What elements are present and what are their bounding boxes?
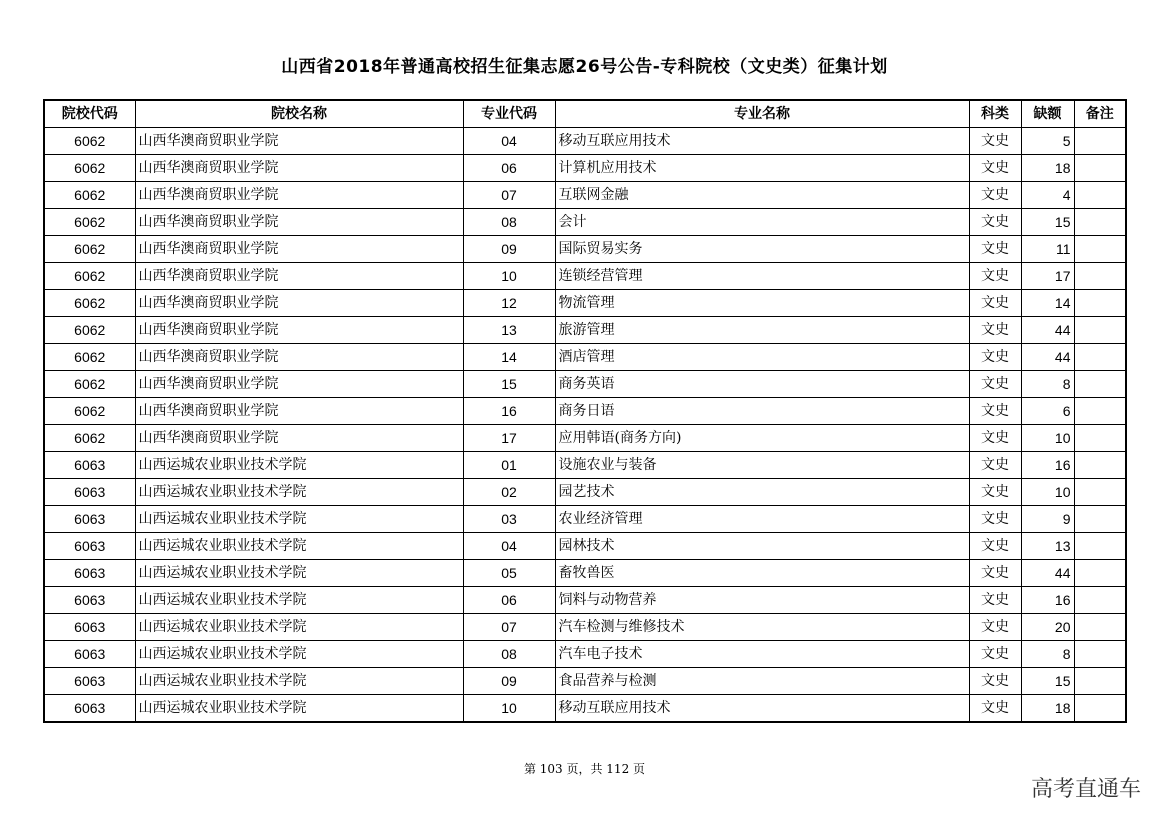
cell-major-code: 17 (463, 425, 555, 452)
cell-category: 文史 (969, 398, 1021, 425)
cell-major-code: 10 (463, 695, 555, 723)
cell-school-name: 山西运城农业职业技术学院 (135, 614, 463, 641)
table-row (44, 479, 1126, 506)
cell-school-name: 山西运城农业职业技术学院 (135, 452, 463, 479)
table-header-row (44, 100, 1126, 128)
cell-vacancies: 44 (1021, 560, 1074, 587)
cell-major-code: 04 (463, 128, 555, 155)
cell-category: 文史 (969, 263, 1021, 290)
table-row (44, 317, 1126, 344)
cell-school-code: 6063 (44, 560, 135, 587)
table-row (44, 371, 1126, 398)
cell-major-name: 移动互联应用技术 (555, 128, 969, 155)
cell-category: 文史 (969, 344, 1021, 371)
cell-notes (1074, 479, 1126, 506)
table-row (44, 290, 1126, 317)
cell-notes (1074, 155, 1126, 182)
cell-category: 文史 (969, 614, 1021, 641)
cell-major-name: 应用韩语(商务方向) (555, 425, 969, 452)
table-row (44, 128, 1126, 155)
cell-vacancies: 8 (1021, 371, 1074, 398)
table-row (44, 425, 1126, 452)
cell-notes (1074, 533, 1126, 560)
cell-vacancies: 18 (1021, 695, 1074, 723)
cell-major-code: 06 (463, 155, 555, 182)
cell-major-code: 09 (463, 236, 555, 263)
header-category: 科类 (969, 100, 1021, 128)
cell-school-code: 6062 (44, 371, 135, 398)
cell-category: 文史 (969, 479, 1021, 506)
cell-vacancies: 18 (1021, 155, 1074, 182)
cell-major-code: 13 (463, 317, 555, 344)
cell-major-name: 酒店管理 (555, 344, 969, 371)
cell-notes (1074, 587, 1126, 614)
cell-notes (1074, 506, 1126, 533)
cell-school-name: 山西华澳商贸职业学院 (135, 128, 463, 155)
cell-school-name: 山西华澳商贸职业学院 (135, 425, 463, 452)
cell-category: 文史 (969, 371, 1021, 398)
cell-major-code: 15 (463, 371, 555, 398)
cell-vacancies: 10 (1021, 479, 1074, 506)
cell-notes (1074, 290, 1126, 317)
cell-category: 文史 (969, 155, 1021, 182)
cell-vacancies: 9 (1021, 506, 1074, 533)
cell-vacancies: 10 (1021, 425, 1074, 452)
cell-notes (1074, 182, 1126, 209)
cell-school-code: 6062 (44, 344, 135, 371)
table-row (44, 209, 1126, 236)
cell-school-code: 6063 (44, 695, 135, 723)
cell-notes (1074, 317, 1126, 344)
cell-school-code: 6063 (44, 587, 135, 614)
cell-school-code: 6062 (44, 236, 135, 263)
enrollment-plan-table (43, 99, 1127, 723)
cell-major-code: 08 (463, 641, 555, 668)
header-notes: 备注 (1074, 100, 1126, 128)
cell-school-code: 6062 (44, 317, 135, 344)
cell-major-name: 互联网金融 (555, 182, 969, 209)
cell-major-code: 05 (463, 560, 555, 587)
cell-major-name: 农业经济管理 (555, 506, 969, 533)
header-major-code: 专业代码 (463, 100, 555, 128)
cell-vacancies: 16 (1021, 452, 1074, 479)
cell-vacancies: 16 (1021, 587, 1074, 614)
cell-school-name: 山西华澳商贸职业学院 (135, 290, 463, 317)
cell-major-code: 01 (463, 452, 555, 479)
cell-notes (1074, 398, 1126, 425)
table-row (44, 533, 1126, 560)
cell-notes (1074, 614, 1126, 641)
cell-school-code: 6063 (44, 614, 135, 641)
cell-category: 文史 (969, 182, 1021, 209)
cell-major-name: 旅游管理 (555, 317, 969, 344)
cell-major-code: 06 (463, 587, 555, 614)
table-row (44, 668, 1126, 695)
cell-vacancies: 13 (1021, 533, 1074, 560)
cell-school-name: 山西运城农业职业技术学院 (135, 560, 463, 587)
cell-notes (1074, 695, 1126, 723)
cell-category: 文史 (969, 236, 1021, 263)
table-row (44, 398, 1126, 425)
header-school-code: 院校代码 (44, 100, 135, 128)
cell-notes (1074, 344, 1126, 371)
cell-vacancies: 11 (1021, 236, 1074, 263)
cell-school-name: 山西运城农业职业技术学院 (135, 479, 463, 506)
cell-notes (1074, 263, 1126, 290)
cell-school-name: 山西华澳商贸职业学院 (135, 371, 463, 398)
cell-vacancies: 4 (1021, 182, 1074, 209)
cell-school-name: 山西运城农业职业技术学院 (135, 668, 463, 695)
cell-vacancies: 17 (1021, 263, 1074, 290)
table-row (44, 344, 1126, 371)
cell-school-code: 6062 (44, 398, 135, 425)
cell-category: 文史 (969, 695, 1021, 723)
cell-school-code: 6062 (44, 155, 135, 182)
cell-major-name: 物流管理 (555, 290, 969, 317)
cell-school-name: 山西华澳商贸职业学院 (135, 209, 463, 236)
cell-school-name: 山西华澳商贸职业学院 (135, 317, 463, 344)
cell-school-name: 山西运城农业职业技术学院 (135, 695, 463, 723)
header-vacancies: 缺额 (1021, 100, 1074, 128)
watermark-text: 高考直通车 (1030, 777, 1141, 802)
cell-school-name: 山西华澳商贸职业学院 (135, 263, 463, 290)
cell-major-code: 02 (463, 479, 555, 506)
table-row (44, 236, 1126, 263)
table-row (44, 560, 1126, 587)
cell-major-name: 设施农业与装备 (555, 452, 969, 479)
cell-major-code: 07 (463, 614, 555, 641)
table-row (44, 182, 1126, 209)
cell-school-code: 6062 (44, 425, 135, 452)
cell-major-code: 12 (463, 290, 555, 317)
cell-major-name: 移动互联应用技术 (555, 695, 969, 723)
cell-major-code: 14 (463, 344, 555, 371)
cell-major-code: 16 (463, 398, 555, 425)
cell-school-code: 6063 (44, 452, 135, 479)
cell-school-code: 6063 (44, 533, 135, 560)
table-row (44, 587, 1126, 614)
table-row (44, 695, 1126, 723)
cell-category: 文史 (969, 128, 1021, 155)
cell-school-name: 山西运城农业职业技术学院 (135, 533, 463, 560)
cell-school-code: 6063 (44, 479, 135, 506)
cell-major-name: 计算机应用技术 (555, 155, 969, 182)
cell-category: 文史 (969, 290, 1021, 317)
table-row (44, 155, 1126, 182)
cell-vacancies: 15 (1021, 668, 1074, 695)
cell-major-name: 汽车电子技术 (555, 641, 969, 668)
cell-major-name: 汽车检测与维修技术 (555, 614, 969, 641)
cell-notes (1074, 452, 1126, 479)
cell-major-code: 07 (463, 182, 555, 209)
table-body (44, 128, 1126, 723)
header-school-name: 院校名称 (135, 100, 463, 128)
cell-category: 文史 (969, 587, 1021, 614)
cell-school-code: 6063 (44, 506, 135, 533)
page-title: 山西省2018年普通高校招生征集志愿26号公告-专科院校（文史类）征集计划 (281, 57, 888, 77)
cell-notes (1074, 128, 1126, 155)
cell-category: 文史 (969, 560, 1021, 587)
table-row (44, 506, 1126, 533)
cell-vacancies: 8 (1021, 641, 1074, 668)
cell-major-name: 会计 (555, 209, 969, 236)
cell-notes (1074, 425, 1126, 452)
cell-major-name: 园林技术 (555, 533, 969, 560)
table-row (44, 641, 1126, 668)
cell-school-name: 山西华澳商贸职业学院 (135, 398, 463, 425)
cell-notes (1074, 236, 1126, 263)
cell-vacancies: 44 (1021, 344, 1074, 371)
cell-vacancies: 15 (1021, 209, 1074, 236)
cell-school-code: 6063 (44, 641, 135, 668)
cell-major-code: 04 (463, 533, 555, 560)
cell-major-name: 商务英语 (555, 371, 969, 398)
cell-major-code: 08 (463, 209, 555, 236)
page-number: 第 103 页，共 112 页 (523, 762, 646, 776)
cell-school-code: 6062 (44, 263, 135, 290)
cell-notes (1074, 668, 1126, 695)
cell-category: 文史 (969, 641, 1021, 668)
cell-school-code: 6063 (44, 668, 135, 695)
cell-major-name: 畜牧兽医 (555, 560, 969, 587)
cell-vacancies: 5 (1021, 128, 1074, 155)
cell-notes (1074, 371, 1126, 398)
cell-major-code: 03 (463, 506, 555, 533)
cell-category: 文史 (969, 668, 1021, 695)
cell-school-code: 6062 (44, 128, 135, 155)
cell-vacancies: 14 (1021, 290, 1074, 317)
cell-school-name: 山西华澳商贸职业学院 (135, 236, 463, 263)
cell-notes (1074, 560, 1126, 587)
cell-category: 文史 (969, 209, 1021, 236)
cell-major-code: 09 (463, 668, 555, 695)
cell-notes (1074, 209, 1126, 236)
cell-major-name: 商务日语 (555, 398, 969, 425)
cell-major-name: 园艺技术 (555, 479, 969, 506)
cell-category: 文史 (969, 506, 1021, 533)
header-major-name: 专业名称 (555, 100, 969, 128)
cell-school-name: 山西华澳商贸职业学院 (135, 155, 463, 182)
cell-major-name: 饲料与动物营养 (555, 587, 969, 614)
cell-school-code: 6062 (44, 290, 135, 317)
cell-school-name: 山西运城农业职业技术学院 (135, 587, 463, 614)
cell-school-name: 山西运城农业职业技术学院 (135, 641, 463, 668)
cell-category: 文史 (969, 452, 1021, 479)
cell-major-name: 连锁经营管理 (555, 263, 969, 290)
cell-school-code: 6062 (44, 209, 135, 236)
table-row (44, 263, 1126, 290)
cell-major-name: 食品营养与检测 (555, 668, 969, 695)
cell-vacancies: 20 (1021, 614, 1074, 641)
cell-vacancies: 44 (1021, 317, 1074, 344)
cell-category: 文史 (969, 425, 1021, 452)
cell-school-name: 山西华澳商贸职业学院 (135, 344, 463, 371)
cell-category: 文史 (969, 317, 1021, 344)
cell-vacancies: 6 (1021, 398, 1074, 425)
cell-category: 文史 (969, 533, 1021, 560)
cell-school-code: 6062 (44, 182, 135, 209)
cell-school-name: 山西运城农业职业技术学院 (135, 506, 463, 533)
cell-school-name: 山西华澳商贸职业学院 (135, 182, 463, 209)
cell-notes (1074, 641, 1126, 668)
cell-major-code: 10 (463, 263, 555, 290)
table-row (44, 614, 1126, 641)
table-row (44, 452, 1126, 479)
cell-major-name: 国际贸易实务 (555, 236, 969, 263)
